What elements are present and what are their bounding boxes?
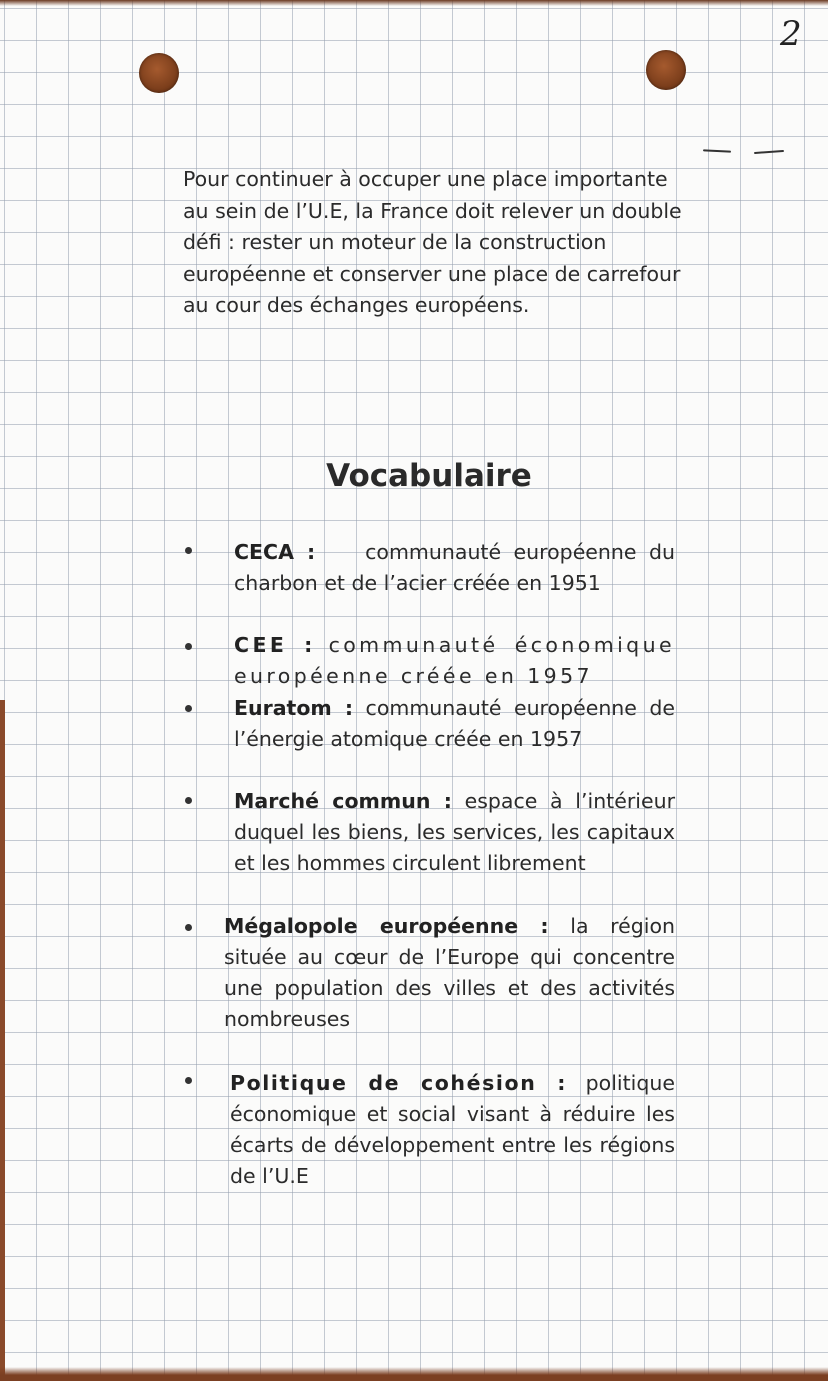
vocab-definition: communauté européenne de l’énergie atomique créée en 1957 <box>234 696 675 751</box>
bullet-icon <box>185 643 192 650</box>
vocab-term: Euratom : <box>234 696 354 720</box>
vocab-term: Politique de cohésion : <box>230 1071 568 1095</box>
vocab-term: Marché commun : <box>234 789 452 813</box>
vocab-item-euratom <box>234 693 675 755</box>
pen-mark <box>703 149 731 152</box>
page-left-edge <box>0 700 5 1381</box>
bullet-icon <box>185 924 192 931</box>
vocab-definition: communauté européenne du charbon et de l’acier créée en 1951 <box>234 540 675 595</box>
vocab-item-marche-commun <box>234 786 675 879</box>
bullet-icon <box>185 1077 192 1084</box>
page-number: 2 <box>780 14 802 54</box>
vocab-item-politique-cohesion <box>230 1068 675 1192</box>
intro-paragraph: Pour continuer à occuper une place importante au sein de l’U.E, la France doit relever un double défi : rester un moteur de la construction européenne et conserver une place de carrefour au cour des échanges européens. <box>183 167 682 317</box>
vocab-definition: communauté économique européenne créée en 1957 <box>234 633 675 688</box>
bullet-icon <box>185 547 192 554</box>
vocab-item-megalopole <box>224 911 675 1035</box>
vocab-definition: espace à l’intérieur duquel les biens, les services, les capitaux et les hommes circulent librement <box>234 789 675 875</box>
page-top-edge <box>0 0 828 6</box>
vocab-definition: la région située au cœur de l’Europe qui concentre une population des villes et des activités nombreuses <box>224 914 675 1031</box>
bullet-icon <box>185 705 192 712</box>
vocab-term: CEE : <box>234 633 316 657</box>
vocab-term: CECA : <box>234 540 316 564</box>
vocab-definition: politique économique et social visant à réduire les écarts de développement entre les régions de l’U.E <box>230 1071 675 1188</box>
vocabulary-heading: Vocabulaire <box>326 458 532 494</box>
vocab-item-ceca <box>234 537 675 599</box>
bullet-icon <box>185 797 192 804</box>
binder-hole-right <box>646 50 686 90</box>
vocab-item-cee <box>234 630 675 692</box>
vocab-term: Mégalopole européenne : <box>224 914 549 938</box>
page-bottom-edge <box>0 1367 828 1381</box>
pen-mark <box>754 150 784 154</box>
binder-hole-left <box>139 53 179 93</box>
